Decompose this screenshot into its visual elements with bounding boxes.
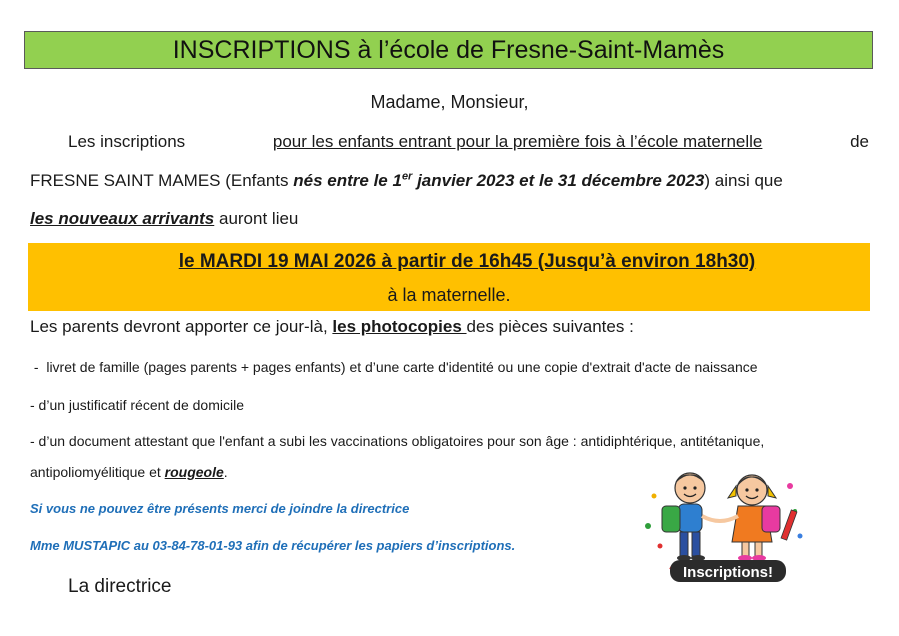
contact-line-2: Mme MUSTAPIC au 03-84-78-01-93 afin de récupérer les papiers d’inscriptions. bbox=[30, 538, 516, 553]
children-with-schoolbags-icon bbox=[640, 466, 810, 584]
intro-line-3 bbox=[30, 209, 869, 229]
intro-l2-sup: er bbox=[401, 170, 413, 183]
parents-bold-underlined: les photocopies bbox=[332, 317, 467, 336]
intro-line-2 bbox=[30, 171, 869, 191]
intro-l2-post: ) ainsi que bbox=[704, 171, 783, 190]
highlight-band bbox=[28, 243, 870, 311]
intro-l3-post: auront lieu bbox=[214, 209, 299, 228]
list-item: - d’un document attestant que l'enfant a subi les vaccinations obligatoires pour son âge : antidiphtérique, antitétanique, bbox=[30, 433, 765, 449]
intro-line-1 bbox=[30, 132, 869, 152]
title-banner bbox=[24, 31, 873, 69]
parents-pre: Les parents devront apporter ce jour-là, bbox=[30, 317, 333, 336]
item4-pre: antipoliomyélitique et bbox=[30, 464, 165, 480]
page-title: INSCRIPTIONS à l’école de Fresne-Saint-Mamès bbox=[172, 35, 725, 64]
intro-l1-post: de bbox=[850, 132, 869, 151]
signature: La directrice bbox=[68, 576, 172, 597]
intro-l2-bold-a: nés entre le 1 bbox=[293, 171, 402, 190]
illustration-label: Inscriptions! bbox=[682, 564, 774, 581]
intro-l1-underlined: pour les enfants entrant pour la première fois à l’école maternelle bbox=[272, 132, 763, 151]
highlight-line-1 bbox=[28, 251, 870, 273]
parents-post: des pièces suivantes : bbox=[466, 317, 634, 336]
highlight-line-2: à la maternelle. bbox=[387, 285, 511, 305]
item4-bold: rougeole bbox=[164, 464, 224, 480]
list-item: - d’un justificatif récent de domicile bbox=[30, 397, 244, 413]
item4-post: . bbox=[223, 464, 228, 480]
list-item: - livret de famille (pages parents + pages enfants) et d’une carte d'identité ou une copie d'extrait d'acte de naissance bbox=[30, 359, 758, 375]
intro-l1-pre: Les inscriptions bbox=[68, 132, 186, 151]
intro-l2-bold-b: janvier 2023 et le 31 décembre 2023 bbox=[412, 171, 705, 190]
list-item bbox=[30, 464, 228, 480]
contact-line-1: Si vous ne pouvez être présents merci de joindre la directrice bbox=[30, 501, 410, 516]
highlight-date: le MARDI 19 MAI 2026 à partir de 16h45 (Jusqu’à environ 18h30) bbox=[178, 251, 756, 272]
parents-instructions bbox=[30, 317, 634, 337]
intro-l2-pre: FRESNE SAINT MAMES (Enfants bbox=[30, 171, 294, 190]
salutation: Madame, Monsieur, bbox=[370, 92, 529, 112]
intro-l3-bold-underlined: les nouveaux arrivants bbox=[30, 209, 215, 228]
